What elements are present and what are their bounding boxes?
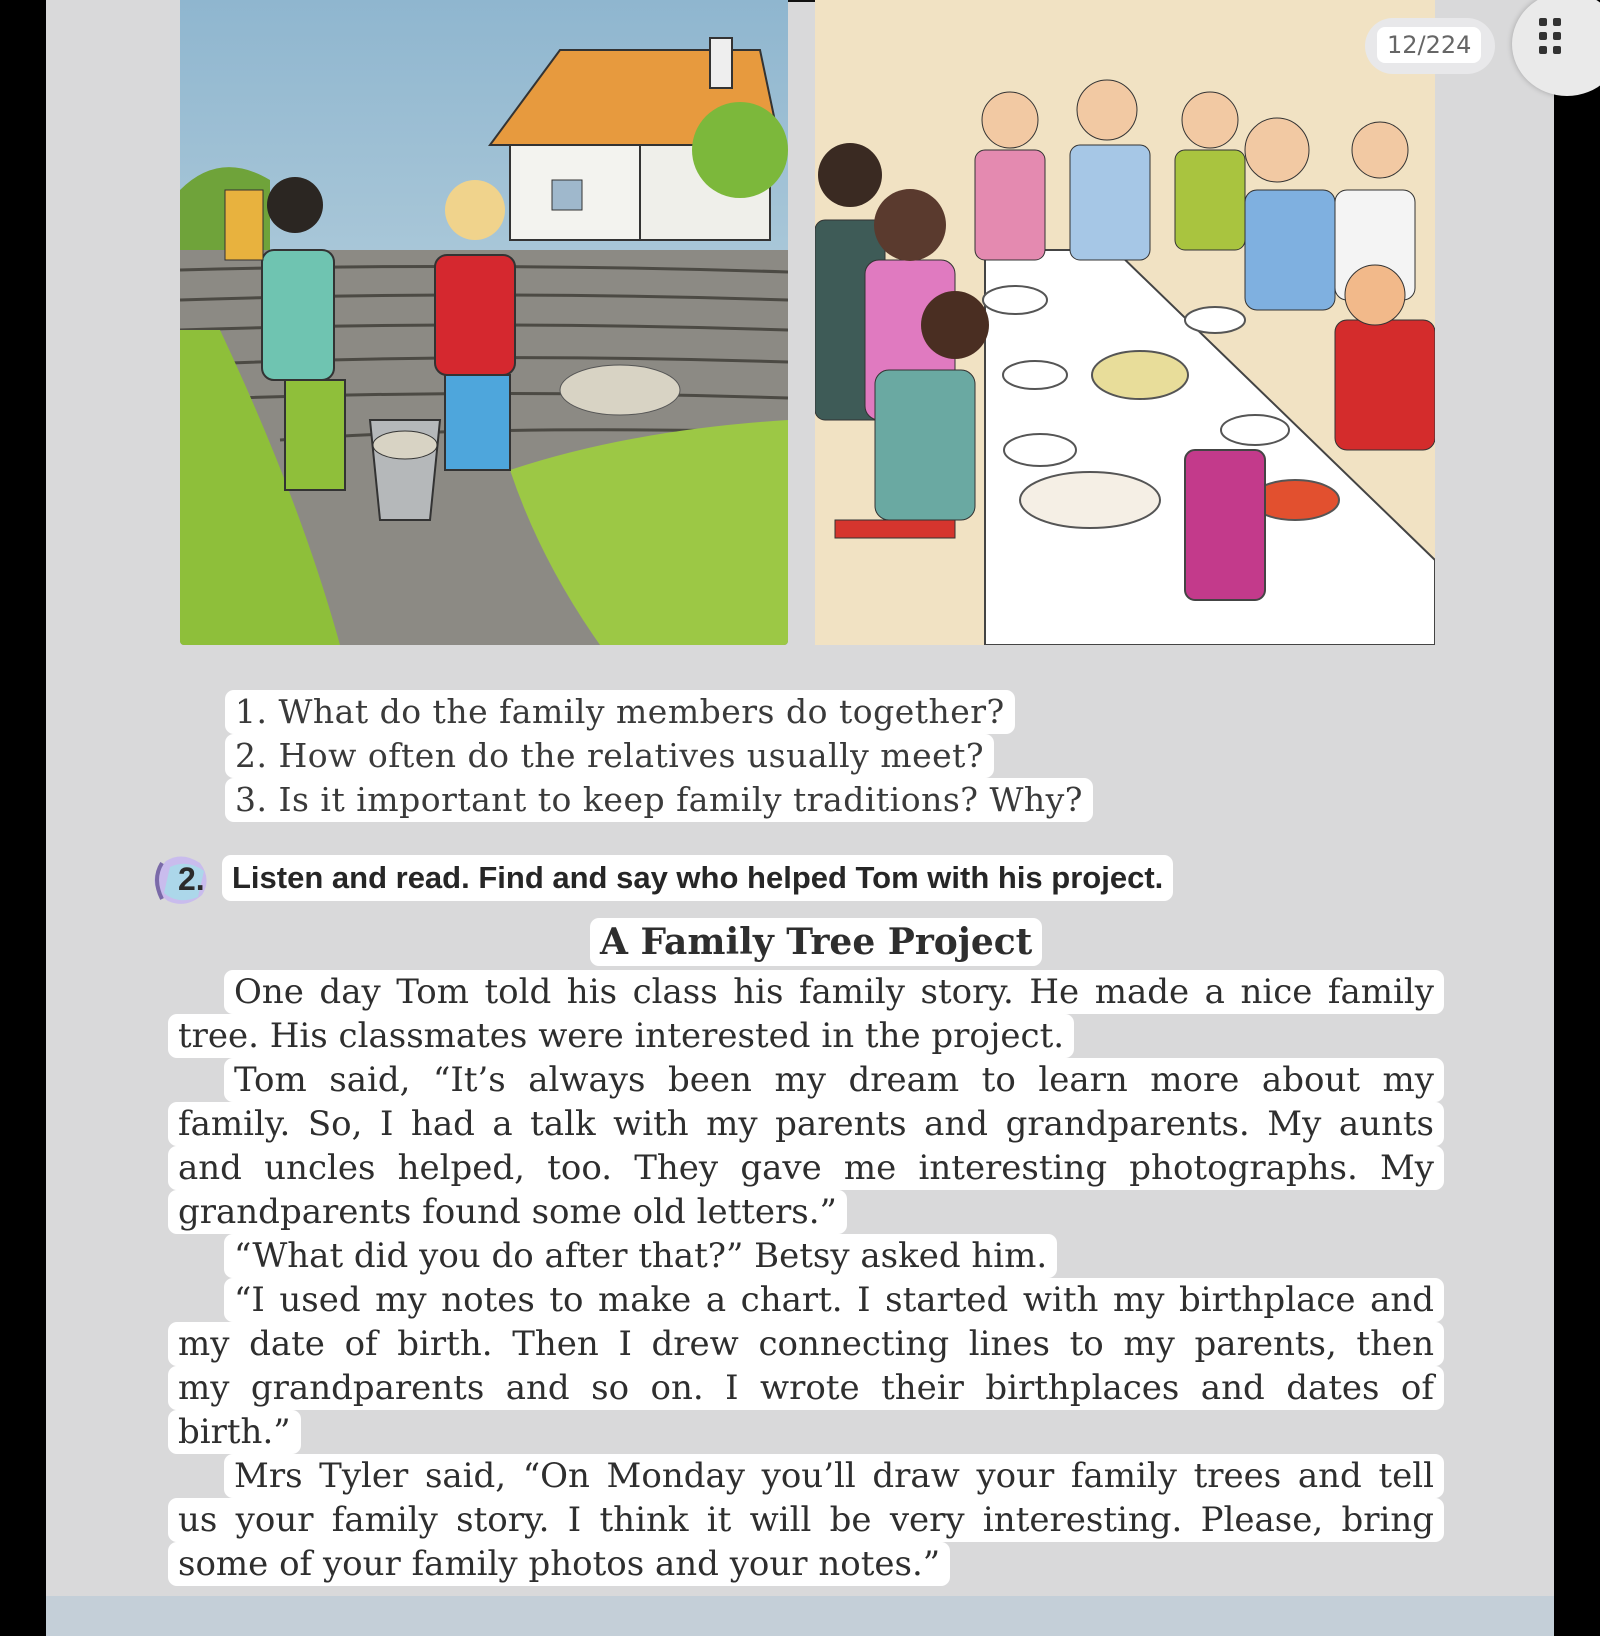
story-line: Tom said, “It’s always been my dream to learn more about my (224, 1058, 1444, 1102)
garden-harvest-illustration (180, 0, 788, 645)
story-line: and uncles helped, too. They gave me interesting photographs. My (168, 1146, 1444, 1190)
story-line: family. So, I had a talk with my parents and grandparents. My aunts (168, 1102, 1444, 1146)
page-bottom-edge (46, 1596, 1554, 1636)
question-2: 2. How often do the relatives usually meet? (225, 734, 994, 778)
page-counter-text: 12/224 (1377, 27, 1481, 63)
story-line: us your family story. I think it will be very interesting. Please, bring (168, 1498, 1444, 1542)
task-instruction: Listen and read. Find and say who helped Tom with his project. (222, 855, 1173, 901)
story-line: Mrs Tyler said, “On Monday you’ll draw your family trees and tell (224, 1454, 1444, 1498)
story-line: tree. His classmates were interested in the project. (168, 1014, 1074, 1058)
story-line: grandparents found some old letters.” (168, 1190, 847, 1234)
page-counter[interactable] (1365, 18, 1495, 74)
family-dinner-illustration (815, 0, 1435, 645)
task-number: 2. (178, 861, 205, 897)
story-line: my grandparents and so on. I wrote their birthplaces and dates of (168, 1366, 1444, 1410)
story-title: A Family Tree Project (590, 918, 1042, 966)
story-line: my date of birth. Then I drew connecting lines to my parents, then (168, 1322, 1444, 1366)
story-line: birth.” (168, 1410, 301, 1454)
question-1: 1. What do the family members do together? (225, 690, 1015, 734)
story-line: “I used my notes to make a chart. I started with my birthplace and (224, 1278, 1444, 1322)
question-3: 3. Is it important to keep family traditions? Why? (225, 778, 1093, 822)
story-line: One day Tom told his class his family story. He made a nice family (224, 970, 1444, 1014)
story-line: some of your family photos and your notes.” (168, 1542, 950, 1586)
story-line: “What did you do after that?” Betsy asked him. (224, 1234, 1057, 1278)
